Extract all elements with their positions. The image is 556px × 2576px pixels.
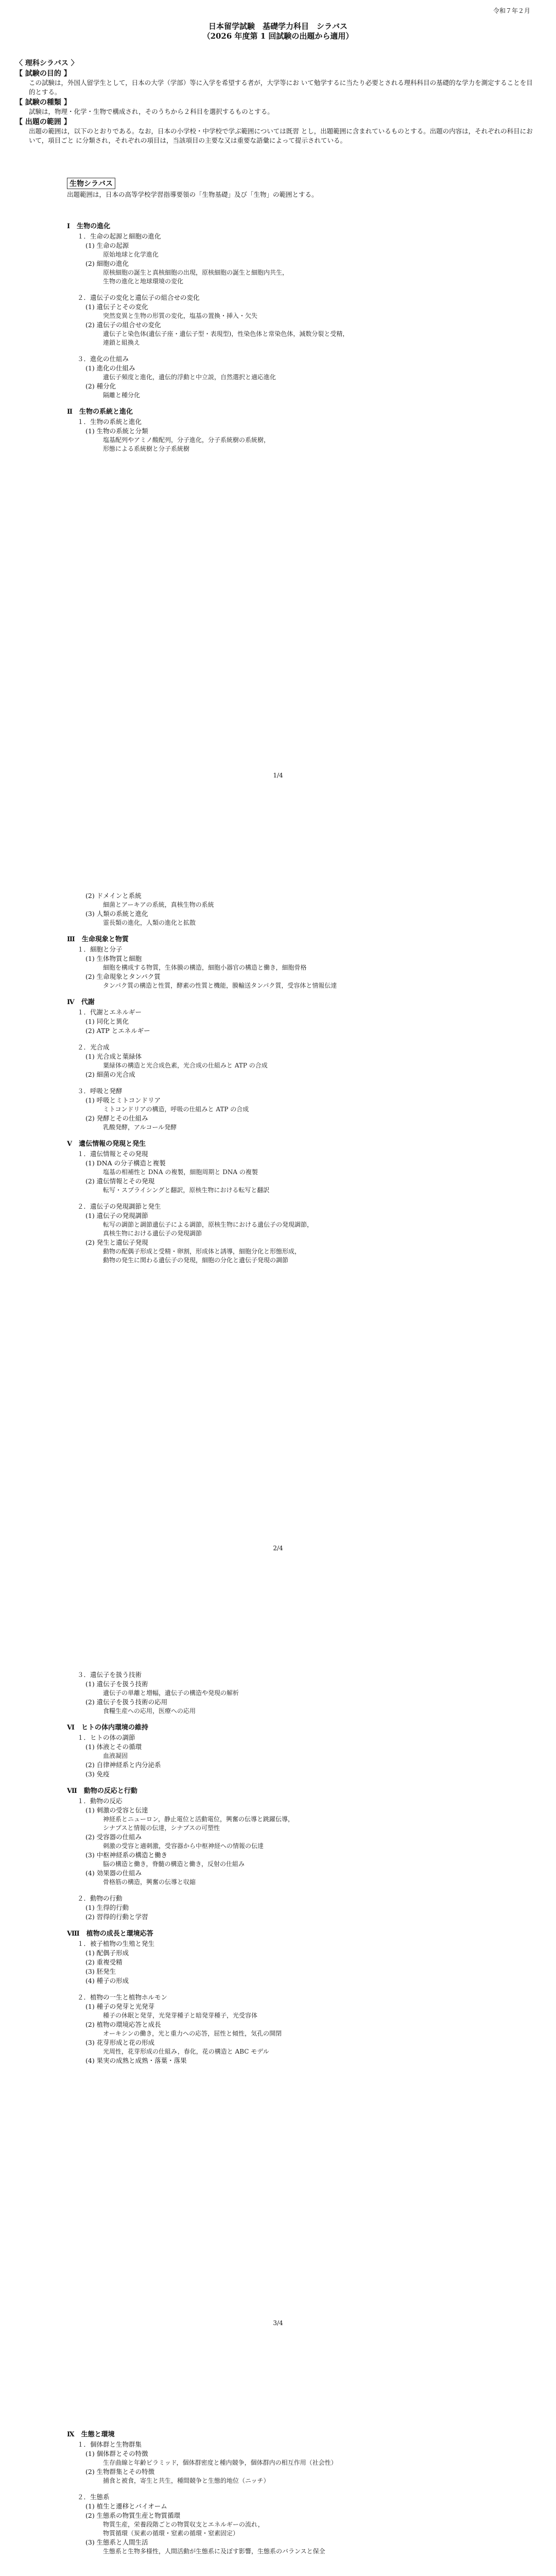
biology-scope-text: 出題範囲は，日本の高等学校学習指導要領の「生物基礎」及び「生物」の範囲とする。 — [67, 191, 318, 198]
subitem: (3) 胚発生 — [85, 1968, 116, 1975]
keywords: 細胞を構成する物質，生体膜の構造，細胞小器官の構造と働き，細胞骨格 — [103, 964, 307, 971]
subitem: (3) 生態系と人間生活 — [85, 2538, 148, 2546]
subjects-label: 【 試験の種類 】 — [15, 98, 71, 107]
page-number: 1/4 — [273, 772, 283, 779]
item: ３．進化の仕組み — [77, 355, 129, 363]
subitem: (2) 重複受精 — [85, 1958, 123, 1966]
keywords: 捕食と被食，寄生と共生，種間競争と生態的地位（ニッチ） — [103, 2477, 270, 2484]
keywords: 葉緑体の構造と光合成色素，光合成の仕組みと ATP の合成 — [103, 1062, 268, 1069]
keywords: 塩基の相補性と DNA の複製，細胞周期と DNA の複製 — [103, 1168, 258, 1176]
keywords: 転写の調節と調節遺伝子による調節，原核生物における遺伝子の発現調節， — [103, 1221, 314, 1228]
subitem: (1) 遺伝子とその変化 — [85, 303, 148, 311]
item: １．細胞と分子 — [77, 945, 123, 953]
section-title: Ⅰ 生物の進化 — [67, 223, 111, 230]
keywords: 神経系とニューロン，静止電位と活動電位，興奮の伝導と跳躍伝導， — [103, 1816, 294, 1823]
subitem: (2) ATP とエネルギー — [85, 1027, 150, 1035]
keywords: 物質循環（炭素の循環・窒素の循環・窒素固定） — [103, 2530, 239, 2537]
keywords: 乳酸発酵，アルコール発酵 — [103, 1124, 177, 1131]
section-title: Ⅸ 生態と環境 — [67, 2431, 115, 2438]
subitem: (2) 細胞の進化 — [85, 260, 129, 267]
page-4 — [0, 2359, 556, 2576]
section-title: Ⅱ 生物の系統と進化 — [67, 408, 133, 416]
doc-title: 日本留学試験 基礎学力科目 シラバス — [208, 22, 348, 31]
keywords: 霊長類の進化，人類の進化と拡散 — [103, 919, 196, 926]
keywords: オーキシンの働き，光と重力への応答，屈性と傾性，気孔の開閉 — [103, 2030, 282, 2037]
science-syllabus-label: 〈 理科シラバス 〉 — [15, 59, 78, 67]
subitem: (1) DNA の分子構造と複製 — [85, 1159, 166, 1167]
item: １．被子植物の生殖と発生 — [77, 1940, 155, 1947]
subitem: (2) 生物群集とその特徴 — [85, 2468, 155, 2476]
subitem: (1) 個体群とその特徴 — [85, 2450, 148, 2458]
item: ２．生態系 — [77, 2493, 110, 2501]
section-title: Ⅵ ヒトの体内環境の維持 — [67, 1724, 148, 1732]
section-title: Ⅴ 遺伝情報の発現と発生 — [67, 1140, 146, 1148]
subitem: (1) 種子の発芽と光発芽 — [85, 2003, 155, 2010]
keywords: 原核細胞の誕生と真核細胞の出現，原核細胞の誕生と細胞内共生， — [103, 269, 289, 276]
subitem: (2) 発酵とその仕組み — [85, 1114, 148, 1122]
subitem: (1) 生物の系統と分類 — [85, 427, 148, 435]
subitem: (1) 遺伝子を扱う技術 — [85, 1680, 148, 1688]
page-number: 3/4 — [273, 2319, 283, 2327]
keywords: 遺伝子の単離と増幅，遺伝子の構造や発現の解析 — [103, 1689, 239, 1697]
item: １．ヒトの体の調節 — [77, 1734, 135, 1741]
purpose-text: この試験は，外国人留学生として，日本の大学（学部）等に入学を希望する者が，大学等にお いて勉学するに当たり必要とされる理科科目の基礎的な学力を測定することを目的とする。 — [29, 79, 533, 96]
keywords: 光周性，花芽形成の仕組み，春化，花の構造と ABC モデル — [103, 2048, 269, 2055]
subitem: (1) 進化の仕組み — [85, 364, 135, 372]
item: ２．植物の一生と植物ホルモン — [77, 1993, 168, 2001]
keywords: シナプスと情報の伝達，シナプスの可塑性 — [103, 1824, 220, 1832]
subitem: (2) 遺伝子の組合せの変化 — [85, 321, 161, 329]
purpose-label: 【 試験の目的 】 — [15, 70, 71, 78]
keywords: 遺伝子と染色体(遺伝子座・遺伝子型・表現型)，性染色体と常染色体，減数分裂と受精， — [103, 330, 349, 337]
issue-date: 令和７年２月 — [493, 7, 530, 14]
item: ２．遺伝子の発現調節と発生 — [77, 1202, 161, 1210]
subitem: (1) 配偶子形成 — [85, 1949, 129, 1957]
subitem: (4) 果実の成熟と成熟・落葉・落果 — [85, 2057, 187, 2064]
item: １．個体群と生物群集 — [77, 2441, 142, 2448]
page-number: 2/4 — [273, 1545, 283, 1552]
keywords: 動物の配偶子形成と受精・卵割，形成体と誘導，細胞分化と形態形成， — [103, 1248, 301, 1255]
subitem: (1) 同化と異化 — [85, 1018, 129, 1025]
item: ３．呼吸と発酵 — [77, 1087, 123, 1095]
subitem: (2) 細菌の光合成 — [85, 1071, 135, 1078]
page-2 — [0, 786, 556, 1572]
subitem: (2) 発生と遺伝子発現 — [85, 1239, 148, 1246]
subitem: (4) 種子の形成 — [85, 1977, 129, 1985]
subitem: (1) 体液とその循環 — [85, 1743, 142, 1751]
subitem: (4) 効果器の仕組み — [85, 1869, 142, 1877]
keywords: 動物の発生に関わる遺伝子の発現，細胞の分化と遺伝子発現の調節 — [103, 1257, 289, 1264]
section-title: Ⅶ 動物の反応と行動 — [67, 1787, 137, 1795]
section-title: Ⅳ 代謝 — [67, 998, 95, 1006]
page-1 — [0, 0, 556, 786]
keywords: 形態による系統樹と分子系統樹 — [103, 445, 190, 452]
subitem: (3) 人類の系統と進化 — [85, 910, 148, 918]
keywords: 隔離と種分化 — [103, 392, 141, 399]
section-title: Ⅷ 植物の成長と環境応答 — [67, 1930, 153, 1938]
keywords: 食糧生産への応用，医療への応用 — [103, 1707, 196, 1715]
subitem: (2) 遺伝情報とその発現 — [85, 1177, 155, 1185]
keywords: 物質生産，栄養段階ごとの物質収支とエネルギーの流れ， — [103, 2521, 264, 2528]
keywords: 細菌とアーキアの系統，真核生物の系統 — [103, 901, 214, 908]
keywords: タンパク質の構造と性質，酵素の性質と機能，膜輸送タンパク質，受容体と情報伝達 — [103, 982, 337, 989]
subitem: (2) 生態系の物質生産と物質循環 — [85, 2512, 181, 2519]
subitem: (2) 自律神経系と内分泌系 — [85, 1761, 161, 1769]
keywords: 種子の休眠と発芽，光発芽種子と暗発芽種子，光受容体 — [103, 2012, 258, 2019]
item: １．動物の反応 — [77, 1797, 123, 1805]
scope-text: 出題の範囲は，以下のとおりである。なお，日本の小学校・中学校で学ぶ範囲については既習 とし，出題範囲に含まれているものとする。出題の内容は，それぞれの科目において，項目ごと に分類され，それぞれの項目は，当該項目の主要な又は重要な語彙によって提示されている。 — [29, 127, 533, 144]
subitem: (1) 生得的行動 — [85, 1904, 129, 1911]
subitem: (2) 生命現象とタンパク質 — [85, 973, 161, 980]
subjects-text: 試験は，物理・化学・生物で構成され，そのうちから２科目を選択するものとする。 — [29, 108, 274, 115]
scope-label: 【 出題の範囲 】 — [15, 118, 71, 126]
subitem: (1) 生体物質と細胞 — [85, 955, 142, 962]
subitem: (2) 遺伝子を扱う技術の応用 — [85, 1698, 168, 1706]
subitem: (1) 光合成と葉緑体 — [85, 1053, 142, 1060]
keywords: ミトコンドリアの構造，呼吸の仕組みと ATP の合成 — [103, 1106, 249, 1113]
item: ２．動物の行動 — [77, 1894, 123, 1902]
doc-subtitle: （2026 年度第 1 回試験の出題から適用） — [202, 31, 354, 41]
keywords: 原始地球と化学進化 — [103, 251, 159, 258]
keywords: 生態系と生物多様性，人間活動が生態系に及ぼす影響，生態系のバランスと保全 — [103, 2548, 325, 2555]
item: ２．光合成 — [77, 1043, 110, 1051]
subitem: (3) 免疫 — [85, 1770, 110, 1778]
subitem: (2) ドメインと系統 — [85, 892, 142, 900]
section-title: Ⅲ 生命現象と物質 — [67, 936, 129, 943]
subitem: (2) 受容器の仕組み — [85, 1833, 142, 1841]
keywords: 転写・スプライシングと翻訳，原核生物における転写と翻訳 — [103, 1187, 270, 1194]
keywords: 血液凝固 — [103, 1752, 128, 1759]
keywords: 骨格筋の構造，興奮の伝導と収縮 — [103, 1878, 196, 1886]
subitem: (2) 種分化 — [85, 382, 116, 390]
subitem: (2) 植物の環境応答と成長 — [85, 2021, 161, 2028]
item: １．代謝とエネルギー — [77, 1008, 142, 1016]
subitem: (1) 遺伝子の発現調節 — [85, 1212, 148, 1219]
biology-syllabus-label: 生物シラバス — [67, 178, 115, 189]
item: １．遺伝情報とその発現 — [77, 1150, 148, 1158]
subitem: (1) 生命の起源 — [85, 242, 129, 249]
item: １．生命の起源と細胞の進化 — [77, 232, 161, 240]
subitem: (3) 花芽形成と花の形成 — [85, 2039, 155, 2046]
keywords: 刺激の受容と適刺激，受容器から中枢神経への情報の伝達 — [103, 1842, 264, 1850]
keywords: 生存曲線と年齢ピラミッド，個体群密度と種内競争，個体群内の相互作用（社会性） — [103, 2459, 337, 2466]
keywords: 真核生物における遺伝子の発現調節 — [103, 1230, 202, 1237]
subitem: (2) 習得的行動と学習 — [85, 1913, 148, 1921]
keywords: 塩基配列やアミノ酸配列，分子進化，分子系統樹の系統樹， — [103, 436, 270, 444]
keywords: 生物の進化と地球環境の変化 — [103, 278, 184, 285]
item: １．生物の系統と進化 — [77, 418, 142, 426]
item: ３．遺伝子を扱う技術 — [77, 1671, 142, 1679]
subitem: (1) 呼吸とミトコンドリア — [85, 1096, 161, 1104]
page-3 — [0, 1572, 556, 2359]
keywords: 脳の構造と働き，脊髄の構造と働き，反射の仕組み — [103, 1860, 245, 1868]
subitem: (1) 植生と遷移とバイオーム — [85, 2502, 167, 2510]
subitem: (3) 中枢神経系の構造と働き — [85, 1851, 168, 1859]
subitem: (1) 刺激の受容と伝達 — [85, 1806, 148, 1814]
keywords: 連鎖と組換え — [103, 339, 141, 346]
keywords: 遺伝子頻度と進化，遺伝的浮動と中立説，自然選択と適応進化 — [103, 374, 276, 381]
keywords: 突然変異と生物の形質の変化，塩基の置換・挿入・欠失 — [103, 312, 258, 319]
item: ２．遺伝子の変化と遺伝子の組合せの変化 — [77, 294, 200, 301]
